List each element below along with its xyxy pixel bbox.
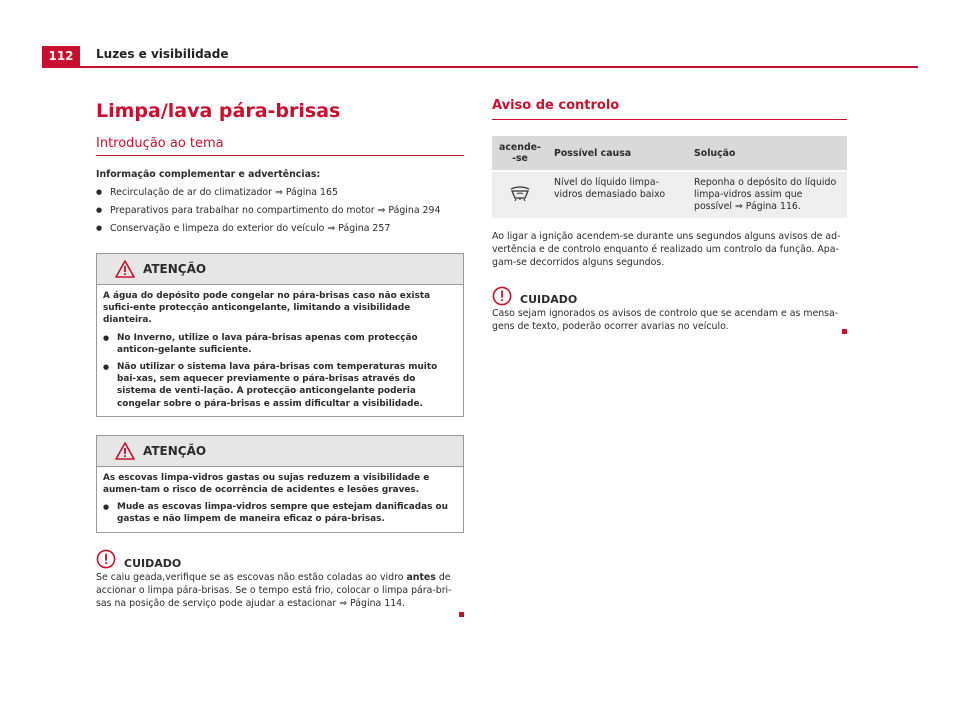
caution-text: Se caiu geada,verifique se as escovas não estão coladas ao vidro antes de accionar o limpa pára-brisas. Se o tempo está frio, colocar o limpa pára-bri-sas na posição de serviço pode ajudar a estacionar ⇒ Página 114. — [96, 571, 452, 609]
running-title: Luzes e visibilidade — [96, 47, 229, 61]
table-header: acende- -se — [492, 136, 548, 171]
body-paragraph: Ao ligar a ignição acendem-se durante uns segundos alguns avisos de ad-vertência e de controlo enquanto é realizado um controlo da função. Apa-gam-se decorridos alguns segundos. — [492, 231, 841, 268]
table-header: Possível causa — [548, 136, 688, 171]
caution-text: Caso sejam ignorados os avisos de controlo que se acendam e as mensa-gens de texto, poderão ocorrer avarias no veículo. — [492, 308, 839, 332]
section-end-marker — [842, 329, 847, 334]
caution-block — [492, 285, 847, 338]
left-column — [96, 90, 464, 621]
right-column — [492, 90, 847, 338]
page-number: 112 — [42, 46, 80, 66]
table-cell-icon — [492, 171, 548, 218]
warning-header — [97, 254, 463, 285]
header-rule — [42, 66, 918, 68]
caution-circle-icon — [96, 549, 116, 569]
table-row — [492, 171, 847, 218]
section-title: Limpa/lava pára-brisas — [96, 100, 341, 122]
section-subtitle: Introdução ao tema — [96, 136, 464, 156]
caution-label: CUIDADO — [124, 556, 182, 570]
table-header: Solução — [688, 136, 847, 171]
warning-triangle-icon — [115, 442, 135, 460]
warning-item: ● No Inverno, utilize o lava pára-brisas apenas com protecção anticon-gelante suficiente. — [103, 332, 457, 356]
caution-block — [96, 549, 464, 621]
warning-label: ATENÇÃO — [143, 443, 207, 458]
warning-box — [96, 253, 464, 417]
list-item: ● Conservação e limpeza do exterior do veículo ⇒ Página 257 — [96, 222, 464, 235]
list-item: ● Recirculação de ar do climatizador ⇒ Página 165 — [96, 186, 464, 199]
warning-item: ● Não utilizar o sistema lava pára-brisas com temperaturas muito bai-xas, sem aquecer previamente o pára-brisas através do sistema de venti-lação. A protecção anticongelante poderia congelar sobre o pára-brisas e assim dificultar a visibilidade. — [103, 361, 457, 410]
table-cell: Reponha o depósito do líquido limpa-vidros assim que possível ⇒ Página 116. — [688, 171, 847, 218]
warning-text: A água do depósito pode congelar no pára-brisas caso não exista sufici-ente protecção anticongelante, limitando a visibilidade dianteira. — [103, 291, 431, 326]
warning-lamp-table — [492, 136, 847, 218]
section-end-marker — [459, 612, 464, 617]
info-heading: Informação complementar e advertências: — [96, 169, 321, 180]
warning-header — [97, 436, 463, 467]
warning-box — [96, 435, 464, 533]
warning-label: ATENÇÃO — [143, 262, 207, 276]
warning-text: As escovas limpa-vidros gastas ou sujas reduzem a visibilidade e aumen-tam o risco de ocorrência de acidentes e lesões graves. — [103, 472, 430, 496]
list-item: ● Preparativos para trabalhar no compartimento do motor ⇒ Página 294 — [96, 204, 464, 217]
warning-item: ● Mude as escovas limpa-vidros sempre que estejam danificadas ou gastas e não limpem de maneira eficaz o pára-brisas. — [103, 501, 457, 525]
warning-triangle-icon — [115, 260, 135, 278]
table-cell: Nível do líquido limpa-vidros demasiado baixo — [548, 171, 688, 218]
caution-label: CUIDADO — [520, 293, 578, 306]
caution-circle-icon — [492, 286, 512, 306]
section-title-right: Aviso de controlo — [492, 98, 847, 120]
washer-fluid-icon — [509, 185, 531, 201]
